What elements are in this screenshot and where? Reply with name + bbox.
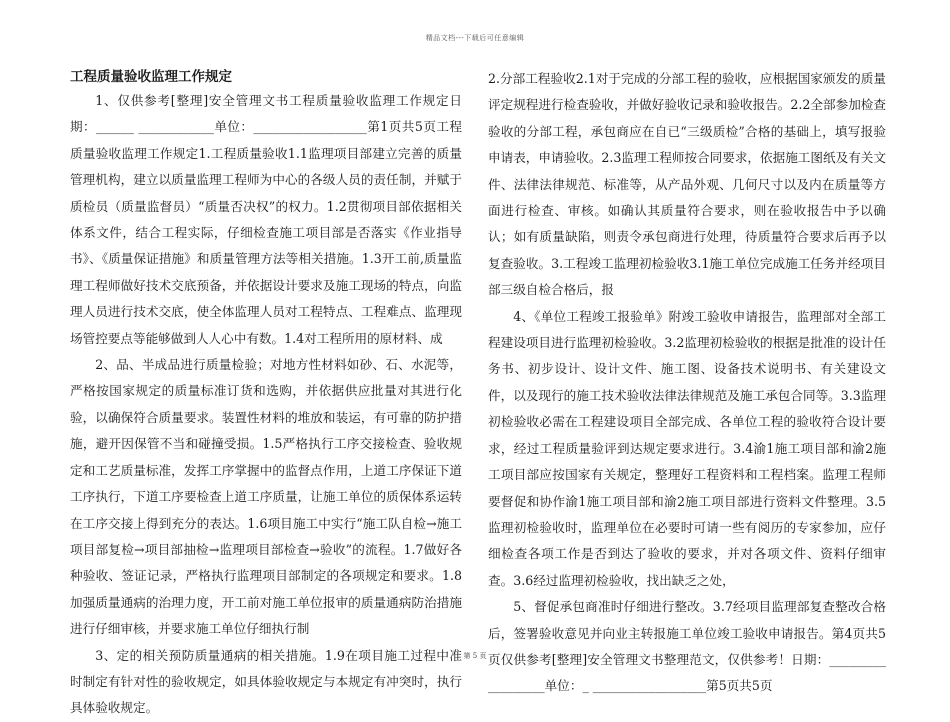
paragraph-4: 2.分部工程验收2.1对于完成的分部工程的验收，应根据国家颁发的质量评定规程进行检查验收，并做好验收记录和验收报告。2.2全部参加检查验收的分部工程，承包商应在自已“三级质检”合格的基础上，填写报验申请表，申请验收。2.3监理工程师按合同要求，依据施工图纸及有关文件、法律法律规范、标准等，从产品外观、几何尺寸以及内在质量等方面进行检查、审核。如确认其质量符合要求，则在验收报告中予以确认；如有质量缺陷，则责令承包商进行处理，待质量符合要求后再予以复查验收。3.工程竣工监理初检验收3.1施工单位完成施工任务并经项目部三级自检合格后，报	[488, 71, 886, 298]
paragraph-5: 4、《单位工程竣工报验单》附竣工验收申请报告，监理部对全部工程建设项目进行监理初检验收。3.2监理初检验收的根据是批准的设计任务书、初步设计、设计文件、施工图、设备技术说明书、有关建设文件，以及现行的施工技术验收法律法律规范及施工承包合同等。3.3监理初检验收必需在工程建设项目全部完成、各单位工程的验收符合设计要求，经过工程质量验评到达规定要求进行。3.4渝1施工项目部和渝2施工项目部应按国家有关规定，整理好工程资料和工程档案。监理工程师要督促和协作渝1施工项目部和渝2施工项目部进行资料文件整理。3.5监理初检验收时，监理单位在必要时可请一些有阅历的专家参加，应仔细检查各项工作是否到达了验收的要求，并对各项文件、资料仔细审查。3.6经过监理初检验收，找出缺乏之处，	[488, 308, 886, 588]
page-number: 第 5 页	[463, 652, 487, 660]
page-header: 精品文档---下载后可任意编辑	[425, 34, 525, 42]
right-column	[488, 66, 886, 700]
paragraph-6: 5、督促承包商准时仔细进行整改。3.7经项目监理部复查整改合格后，签署验收意见并向业主转报施工单位竣工验收申请报告。第4页共5页仅供参考[整理]安全管理文书整理范文，仅供参考！日期：__________________单位：_ __________________第5页共5页	[488, 599, 886, 694]
paragraph-2: 2、品、半成品进行质量检验；对地方性材料如砂、石、水泥等，严格按国家规定的质量标准订货和选购，并依据供应批量对其进行化验，以确保符合质量要求。装置性材料的堆放和装运，有可靠的防护措施，避开因保管不当和碰撞受损。1.5严格执行工序交接检查、验收规定和工艺质量标准，发挥工序掌握中的监督点作用，上道工序保证下道工序执行，下道工序要检查上道工序质量，让施工单位的质保体系运转在工序交接上得到充分的表达。1.6项目施工中实行“施工队自检→施工项目部复检→项目部抽检→监理项目部检查→验收”的流程。1.7做好各种验收、签证记录，严格执行监理项目部制定的各项规定和要求。1.8加强质量通病的治理力度，开工前对施工单位报审的质量通病防治措施进行仔细审核，并要求施工单位仔细执行制	[70, 357, 462, 637]
paragraph-1: 1、仅供参考[整理]安全管理文书工程质量验收监理工作规定日期：______ ____________单位：__________________第1页共5页工程质量验收监理工作规定1.工程质量验收1.1监理项目部建立完善的质量管理机构，建立以质量监理工程师为中心的各级人员的责任制，并赋于质检员（质量监督员）“质量否决权”的权力。1.2贯彻项目部依据相关体系文件，结合工程实际，仔细检查施工项目部是否落实《作业指导书》、《质量保证措施》和质量管理方法等相关措施。1.3开工前,质量监理工程师做好技术交底预备，并依据设计要求及施工现场的特点，向监理人员进行技术交底，使全体监理人员对工程特点、工程难点、监理现场管控要点等能够做到人人心中有数。1.4对工程所用的原材料、成	[70, 93, 462, 346]
document-title: 工程质量验收监理工作规定	[70, 69, 232, 85]
left-column	[70, 66, 462, 722]
paragraph-3: 3、定的相关预防质量通病的相关措施。1.9在项目施工过程中准时制定有针对性的验收规定，如具体验收规定与本规定有冲突时，执行具体验收规定。	[70, 647, 462, 716]
